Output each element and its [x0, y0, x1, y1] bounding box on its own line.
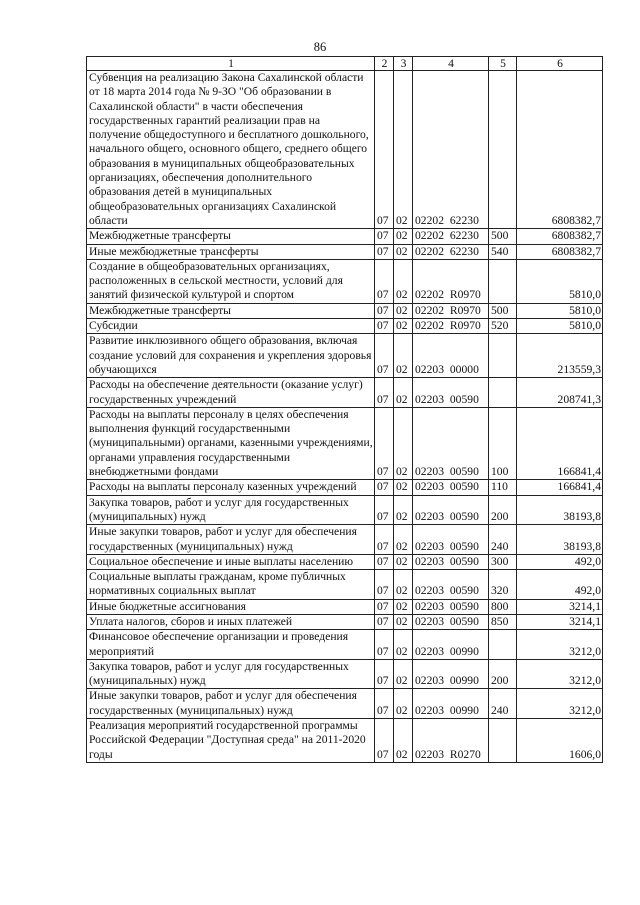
row-amount: 6808382,7 — [517, 229, 603, 244]
row-subsection-code: 02 — [394, 407, 413, 479]
row-section-code: 07 — [375, 244, 394, 259]
table-row — [87, 719, 603, 763]
row-expense-type — [489, 630, 517, 660]
row-amount: 166841,4 — [517, 480, 603, 495]
row-subsection-code: 02 — [394, 378, 413, 408]
row-amount: 5810,0 — [517, 303, 603, 318]
row-expense-type: 500 — [489, 303, 517, 318]
row-name: Реализация мероприятий государственной программы Российской Федерации "Доступная среда" на 2011-2020 годы — [87, 719, 375, 763]
table-row — [87, 378, 603, 408]
budget-table — [86, 56, 603, 763]
table-row — [87, 630, 603, 660]
row-target-code: 02203 00590 — [413, 525, 489, 555]
row-amount: 166841,4 — [517, 407, 603, 479]
header-row — [87, 57, 603, 71]
row-amount: 3212,0 — [517, 659, 603, 689]
row-amount: 3214,1 — [517, 599, 603, 614]
row-expense-type: 520 — [489, 319, 517, 334]
row-amount: 38193,8 — [517, 525, 603, 555]
row-section-code: 07 — [375, 554, 394, 569]
row-section-code: 07 — [375, 407, 394, 479]
row-subsection-code: 02 — [394, 525, 413, 555]
row-subsection-code: 02 — [394, 71, 413, 229]
row-expense-type: 500 — [489, 229, 517, 244]
row-section-code: 07 — [375, 71, 394, 229]
row-subsection-code: 02 — [394, 554, 413, 569]
row-amount: 1606,0 — [517, 719, 603, 763]
row-target-code: 02203 00590 — [413, 480, 489, 495]
row-expense-type: 100 — [489, 407, 517, 479]
row-section-code: 07 — [375, 659, 394, 689]
row-section-code: 07 — [375, 689, 394, 719]
row-subsection-code: 02 — [394, 570, 413, 600]
row-expense-type: 200 — [489, 659, 517, 689]
row-expense-type: 540 — [489, 244, 517, 259]
table-row — [87, 689, 603, 719]
header-col-name: 1 — [87, 57, 375, 71]
row-name: Расходы на выплаты персоналу в целях обеспечения выполнения функций государственными (муниципальными) органами, казенными учреждениями, органами управления государственными внебюджетными фондами — [87, 407, 375, 479]
row-target-code: 02203 00000 — [413, 334, 489, 378]
header-col-target: 4 — [413, 57, 489, 71]
row-section-code: 07 — [375, 334, 394, 378]
row-expense-type: 110 — [489, 480, 517, 495]
row-target-code: 02203 00590 — [413, 570, 489, 600]
row-subsection-code: 02 — [394, 334, 413, 378]
row-amount: 492,0 — [517, 554, 603, 569]
table-row — [87, 259, 603, 303]
row-expense-type — [489, 259, 517, 303]
row-target-code: 02203 00590 — [413, 378, 489, 408]
row-section-code: 07 — [375, 229, 394, 244]
row-expense-type — [489, 378, 517, 408]
row-expense-type: 300 — [489, 554, 517, 569]
page-number: 86 — [313, 40, 327, 54]
row-amount: 492,0 — [517, 570, 603, 600]
row-subsection-code: 02 — [394, 599, 413, 614]
row-expense-type — [489, 719, 517, 763]
row-target-code: 02202 R0970 — [413, 303, 489, 318]
header-col-amount: 6 — [517, 57, 603, 71]
table-row — [87, 495, 603, 525]
row-amount: 6808382,7 — [517, 244, 603, 259]
row-subsection-code: 02 — [394, 719, 413, 763]
row-target-code: 02203 00590 — [413, 614, 489, 629]
row-target-code: 02203 00590 — [413, 599, 489, 614]
row-amount: 208741,3 — [517, 378, 603, 408]
row-section-code: 07 — [375, 303, 394, 318]
row-section-code: 07 — [375, 599, 394, 614]
table-row — [87, 599, 603, 614]
table-row — [87, 570, 603, 600]
header-col-section: 2 — [375, 57, 394, 71]
row-name: Иные бюджетные ассигнования — [87, 599, 375, 614]
row-name: Субсидии — [87, 319, 375, 334]
row-name: Закупка товаров, работ и услуг для государственных (муниципальных) нужд — [87, 659, 375, 689]
table-row — [87, 554, 603, 569]
row-name: Межбюджетные трансферты — [87, 303, 375, 318]
table-row — [87, 525, 603, 555]
row-expense-type — [489, 71, 517, 229]
row-subsection-code: 02 — [394, 303, 413, 318]
row-target-code: 02202 62230 — [413, 244, 489, 259]
row-name: Расходы на обеспечение деятельности (оказание услуг) государственных учреждений — [87, 378, 375, 408]
row-expense-type — [489, 334, 517, 378]
row-amount: 3214,1 — [517, 614, 603, 629]
row-name: Иные закупки товаров, работ и услуг для обеспечения государственных (муниципальных) нужд — [87, 525, 375, 555]
row-target-code: 02203 00590 — [413, 407, 489, 479]
table-row — [87, 334, 603, 378]
row-expense-type: 240 — [489, 689, 517, 719]
row-name: Социальные выплаты гражданам, кроме публичных нормативных социальных выплат — [87, 570, 375, 600]
row-name: Расходы на выплаты персоналу казенных учреждений — [87, 480, 375, 495]
row-amount: 5810,0 — [517, 319, 603, 334]
row-subsection-code: 02 — [394, 229, 413, 244]
row-target-code: 02202 R0970 — [413, 319, 489, 334]
row-amount: 213559,3 — [517, 334, 603, 378]
row-subsection-code: 02 — [394, 630, 413, 660]
row-target-code: 02202 62230 — [413, 229, 489, 244]
table-header — [87, 57, 603, 71]
row-section-code: 07 — [375, 319, 394, 334]
row-target-code: 02203 00590 — [413, 495, 489, 525]
row-expense-type: 850 — [489, 614, 517, 629]
row-expense-type: 320 — [489, 570, 517, 600]
row-section-code: 07 — [375, 570, 394, 600]
row-target-code: 02203 00990 — [413, 659, 489, 689]
row-name: Социальное обеспечение и иные выплаты населению — [87, 554, 375, 569]
table-row — [87, 229, 603, 244]
table-row — [87, 244, 603, 259]
row-subsection-code: 02 — [394, 495, 413, 525]
row-target-code: 02202 62230 — [413, 71, 489, 229]
table-row — [87, 614, 603, 629]
table-row — [87, 303, 603, 318]
row-name: Финансовое обеспечение организации и проведения мероприятий — [87, 630, 375, 660]
row-amount: 3212,0 — [517, 630, 603, 660]
row-target-code: 02203 R0270 — [413, 719, 489, 763]
row-subsection-code: 02 — [394, 244, 413, 259]
row-amount: 5810,0 — [517, 259, 603, 303]
row-target-code: 02203 00990 — [413, 689, 489, 719]
row-expense-type: 240 — [489, 525, 517, 555]
row-amount: 38193,8 — [517, 495, 603, 525]
row-target-code: 02202 R0970 — [413, 259, 489, 303]
row-name: Закупка товаров, работ и услуг для государственных (муниципальных) нужд — [87, 495, 375, 525]
row-section-code: 07 — [375, 525, 394, 555]
row-name: Межбюджетные трансферты — [87, 229, 375, 244]
row-section-code: 07 — [375, 614, 394, 629]
table-row — [87, 659, 603, 689]
table-row — [87, 319, 603, 334]
row-subsection-code: 02 — [394, 259, 413, 303]
row-target-code: 02203 00990 — [413, 630, 489, 660]
row-name: Иные закупки товаров, работ и услуг для обеспечения государственных (муниципальных) нужд — [87, 689, 375, 719]
row-subsection-code: 02 — [394, 319, 413, 334]
row-target-code: 02203 00590 — [413, 554, 489, 569]
row-expense-type: 800 — [489, 599, 517, 614]
row-section-code: 07 — [375, 495, 394, 525]
row-name: Уплата налогов, сборов и иных платежей — [87, 614, 375, 629]
header-col-subsection: 3 — [394, 57, 413, 71]
table-body — [87, 71, 603, 763]
row-section-code: 07 — [375, 719, 394, 763]
table-row — [87, 71, 603, 229]
row-subsection-code: 02 — [394, 689, 413, 719]
row-subsection-code: 02 — [394, 614, 413, 629]
row-amount: 3212,0 — [517, 689, 603, 719]
row-amount: 6808382,7 — [517, 71, 603, 229]
row-name: Иные межбюджетные трансферты — [87, 244, 375, 259]
row-subsection-code: 02 — [394, 480, 413, 495]
row-section-code: 07 — [375, 378, 394, 408]
row-name: Создание в общеобразовательных организациях, расположенных в сельской местности, условий для занятий физической культурой и спортом — [87, 259, 375, 303]
row-section-code: 07 — [375, 630, 394, 660]
row-name: Развитие инклюзивного общего образования, включая создание условий для сохранения и укрепления здоровья обучающихся — [87, 334, 375, 378]
row-name: Субвенция на реализацию Закона Сахалинской области от 18 марта 2014 года № 9-ЗО "Об образовании в Сахалинской области" в части обеспечения государственных гарантий реализации прав на получение общедоступного и бесплатного дошкольного, начального общего, основного общего, среднего общего образования в муниципальных общеобразовательных организациях, обеспечения дополнительного образования детей в муниципальных общеобразовательных организациях Сахалинской области — [87, 71, 375, 229]
row-expense-type: 200 — [489, 495, 517, 525]
table-row — [87, 407, 603, 479]
row-subsection-code: 02 — [394, 659, 413, 689]
table-row — [87, 480, 603, 495]
row-section-code: 07 — [375, 480, 394, 495]
row-section-code: 07 — [375, 259, 394, 303]
header-col-expense: 5 — [489, 57, 517, 71]
